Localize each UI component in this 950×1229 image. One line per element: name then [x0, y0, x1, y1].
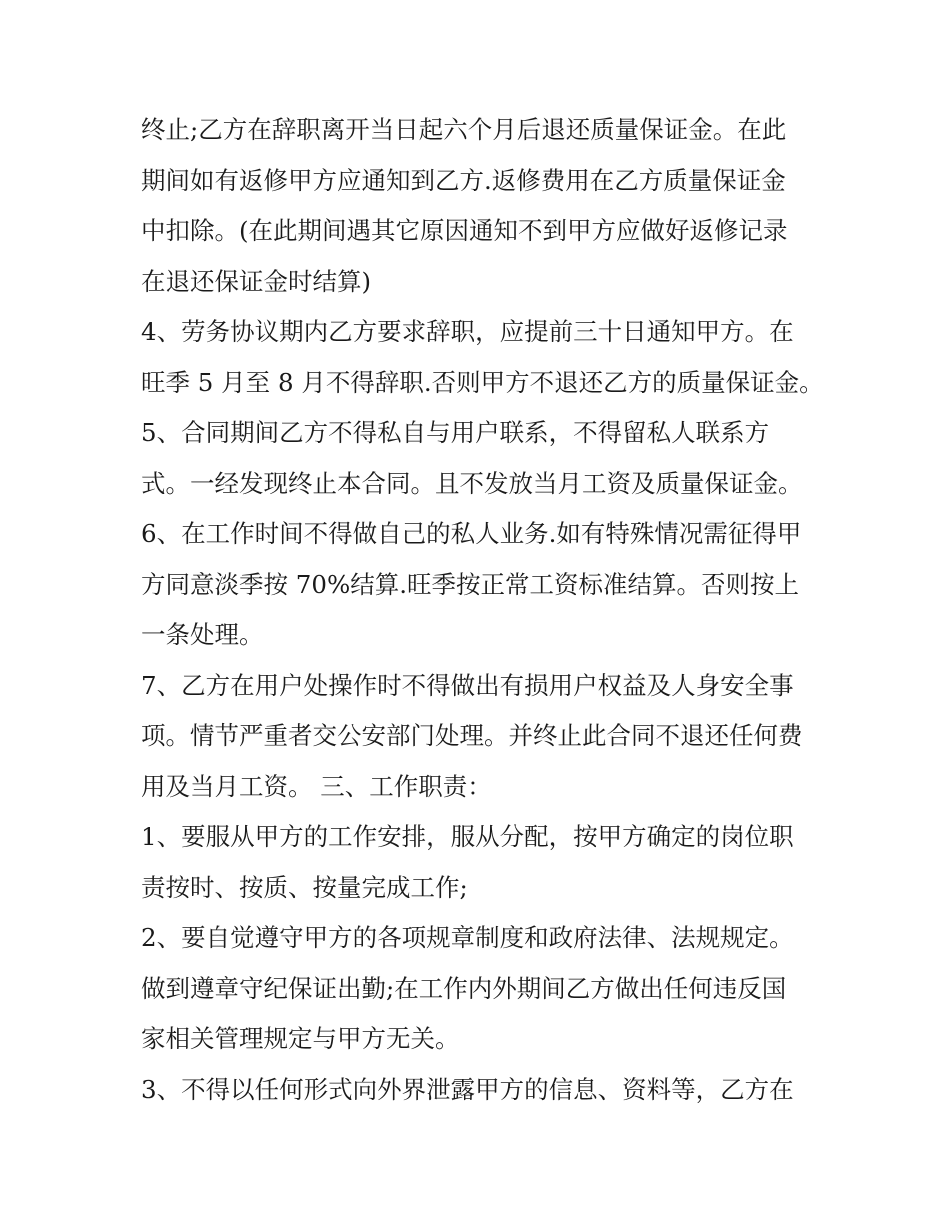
text-line: 期间如有返修甲方应通知到乙方.返修费用在乙方质量保证金	[141, 165, 786, 195]
document-body	[141, 105, 824, 1115]
text-line: 责按时、按质、按量完成工作;	[141, 872, 468, 902]
text-line: 式。一经发现终止本合同。且不发放当月工资及质量保证金。	[141, 468, 803, 498]
text-line: 中扣除。(在此期间遇其它原因通知不到甲方应做好返修记录	[141, 216, 788, 245]
text-line: 4、劳务协议期内乙方要求辞职，应提前三十日通知甲方。在	[141, 317, 794, 346]
text-line: 2、要自觉遵守甲方的各项规章制度和政府法律、法规规定。	[141, 923, 794, 952]
text-line: 3、不得以任何形式向外界泄露甲方的信息、资料等，乙方在	[141, 1074, 794, 1104]
text-line: 旺季 5 月至 8 月不得辞职.否则甲方不退还乙方的质量保证金。	[141, 367, 824, 397]
text-line: 终止;乙方在辞职离开当日起六个月后退还质量保证金。在此	[141, 115, 787, 144]
text-line: 在退还保证金时结算)	[141, 266, 372, 296]
text-line: 方同意淡季按 70%结算.旺季按正常工资标准结算。否则按上	[141, 569, 800, 599]
text-line: 7、乙方在用户处操作时不得做出有损用户权益及人身安全事	[141, 670, 794, 700]
text-line: 6、在工作时间不得做自己的私人业务.如有特殊情况需征得甲	[141, 519, 802, 548]
text-line: 1、要服从甲方的工作安排，服从分配，按甲方确定的岗位职	[141, 822, 794, 851]
text-line: 用及当月工资。 三、工作职责：	[141, 771, 492, 801]
text-line: 5、合同期间乙方不得私自与用户联系，不得留私人联系方	[141, 418, 770, 447]
text-line: 一条处理。	[141, 620, 264, 649]
text-line: 做到遵章守纪保证出勤;在工作内外期间乙方做出任何违反国	[141, 973, 787, 1003]
text-line: 家相关管理规定与甲方无关。	[141, 1024, 460, 1053]
text-line: 项。情节严重者交公安部门处理。并终止此合同不退还任何费	[141, 721, 803, 750]
